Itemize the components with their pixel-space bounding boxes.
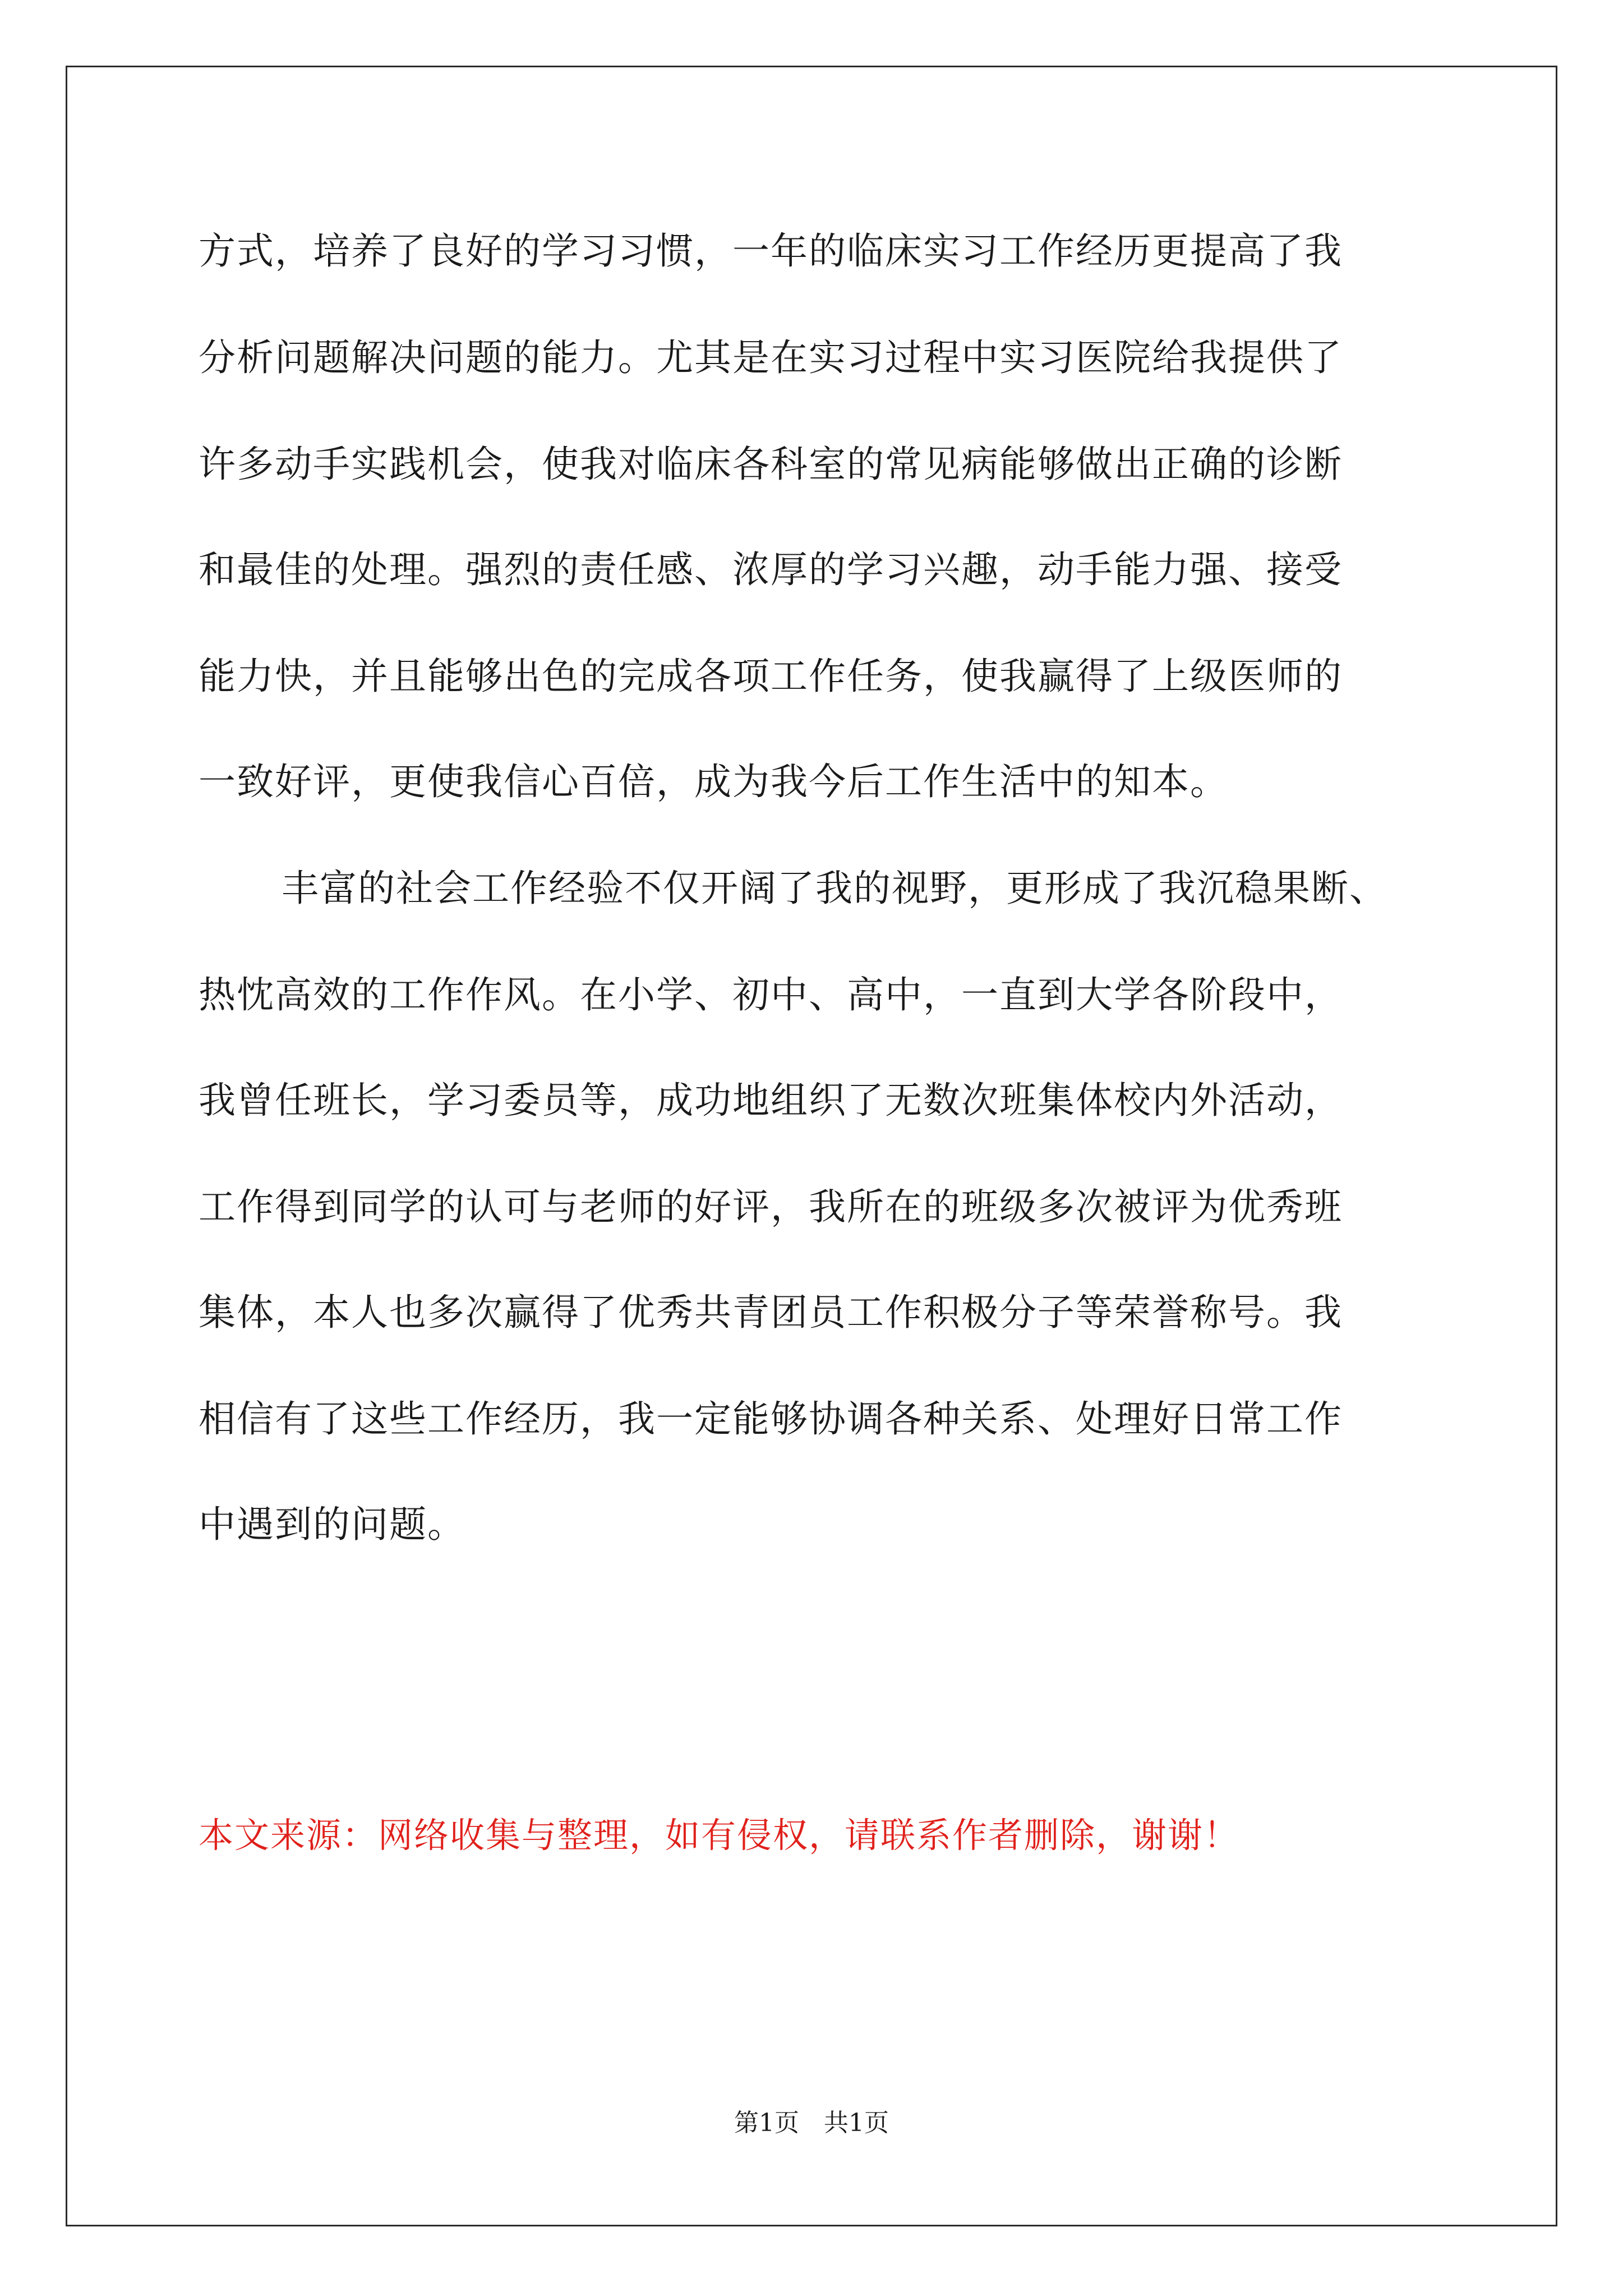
paragraph-line: 方式，培养了良好的学习习惯，一年的临床实习工作经历更提高了我 [199, 229, 1343, 273]
paragraph-line: 集体，本人也多次赢得了优秀共青团员工作积极分子等荣誉称号。我 [199, 1291, 1343, 1334]
source-note: 本文来源：网络收集与整理，如有侵权，请联系作者删除，谢谢！ [199, 1815, 1240, 1856]
paragraph-line: 一致好评，更使我信心百倍，成为我今后工作生活中的知本。 [199, 760, 1228, 803]
paragraph-line: 中遇到的问题。 [199, 1503, 465, 1546]
paragraph-line: 分析问题解决问题的能力。尤其是在实习过程中实习医院给我提供了 [199, 336, 1343, 379]
paragraph-line: 相信有了这些工作经历，我一定能够协调各种关系、处理好日常工作 [199, 1397, 1343, 1441]
paragraph-line: 许多动手实践机会，使我对临床各科室的常见病能够做出正确的诊断 [199, 443, 1343, 486]
paragraph-line: 能力快，并且能够出色的完成各项工作任务，使我赢得了上级医师的 [199, 655, 1343, 698]
paragraph-line: 和最佳的处理。强烈的责任感、浓厚的学习兴趣，动手能力强、接受 [199, 548, 1343, 591]
paragraph-line: 热忱高效的工作作风。在小学、初中、高中，一直到大学各阶段中， [199, 973, 1343, 1016]
page-number: 第1页 共1页 [734, 2109, 889, 2137]
paragraph-line: 工作得到同学的认可与老师的好评，我所在的班级多次被评为优秀班 [199, 1185, 1343, 1228]
paragraph-line: 丰富的社会工作经验不仅开阔了我的视野，更形成了我沉稳果断、 [282, 867, 1387, 910]
paragraph-line: 我曾任班长，学习委员等，成功地组织了无数次班集体校内外活动， [199, 1079, 1343, 1122]
page-border [66, 66, 1557, 2226]
